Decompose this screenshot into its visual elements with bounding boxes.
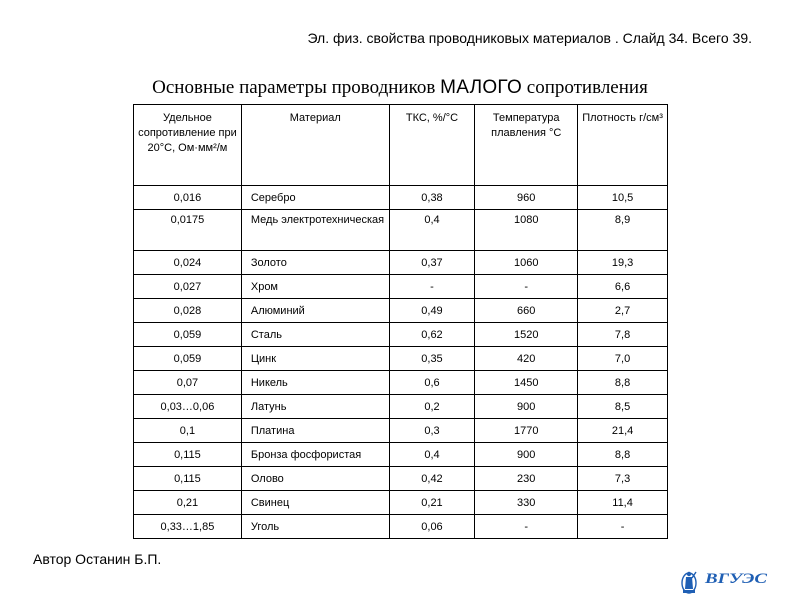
table-header-row [134,105,668,186]
cell-tcr: 0,35 [389,347,475,371]
cell-tcr: 0,38 [389,186,475,210]
cell-tcr: 0,21 [389,491,475,515]
svg-text:ВГУЭС: ВГУЭС [703,571,769,587]
cell-resistivity: 0,07 [134,371,242,395]
table-row [134,443,668,467]
cell-density: 8,8 [578,371,668,395]
cell-melting-point: 1060 [475,251,578,275]
cell-material: Сталь [241,323,389,347]
cell-resistivity: 0,059 [134,347,242,371]
cell-density: 8,5 [578,395,668,419]
cell-tcr: 0,3 [389,419,475,443]
cell-resistivity: 0,03…0,06 [134,395,242,419]
cell-tcr: 0,06 [389,515,475,539]
cell-density: 8,8 [578,443,668,467]
cell-melting-point: 960 [475,186,578,210]
cell-melting-point: 1770 [475,419,578,443]
statue-icon [682,572,696,593]
cell-resistivity: 0,024 [134,251,242,275]
table-row [134,491,668,515]
author-credit: Автор Останин Б.П. [33,551,162,567]
column-header-resistivity: Удельное сопротивление при 20°С, Ом·мм²/м [134,105,242,186]
cell-resistivity: 0,115 [134,467,242,491]
cell-melting-point: 420 [475,347,578,371]
table-row [134,515,668,539]
cell-material: Серебро [241,186,389,210]
cell-resistivity: 0,21 [134,491,242,515]
cell-resistivity: 0,027 [134,275,242,299]
cell-tcr: 0,49 [389,299,475,323]
cell-melting-point: 330 [475,491,578,515]
logo-wordmark [704,571,768,587]
cell-material: Медь электротехническая [241,210,389,251]
cell-material: Уголь [241,515,389,539]
cell-tcr: 0,6 [389,371,475,395]
cell-tcr: 0,2 [389,395,475,419]
cell-tcr: - [389,275,475,299]
cell-resistivity: 0,115 [134,443,242,467]
slide-title [0,77,800,99]
cell-resistivity: 0,016 [134,186,242,210]
cell-density: 21,4 [578,419,668,443]
cell-resistivity: 0,0175 [134,210,242,251]
cell-tcr: 0,4 [389,210,475,251]
cell-melting-point: 660 [475,299,578,323]
table-row [134,186,668,210]
cell-density: - [578,515,668,539]
cell-material: Олово [241,467,389,491]
cell-density: 8,9 [578,210,668,251]
cell-material: Никель [241,371,389,395]
cell-material: Алюминий [241,299,389,323]
cell-tcr: 0,4 [389,443,475,467]
slide-header: Эл. физ. свойства проводниковых материалов . Слайд 34. Всего 39. [307,30,752,46]
table-row [134,323,668,347]
column-header-melting-point: Температура плавления °С [475,105,578,186]
cell-material: Цинк [241,347,389,371]
table-row [134,371,668,395]
table-row [134,251,668,275]
table-row [134,347,668,371]
cell-melting-point: 1080 [475,210,578,251]
cell-resistivity: 0,028 [134,299,242,323]
cell-melting-point: 1450 [475,371,578,395]
table-row [134,275,668,299]
conductor-parameters-table [133,104,668,539]
cell-melting-point: 230 [475,467,578,491]
cell-density: 7,3 [578,467,668,491]
cell-material: Бронза фосфористая [241,443,389,467]
column-header-density: Плотность г/см³ [578,105,668,186]
table-row [134,467,668,491]
cell-melting-point: 1520 [475,323,578,347]
cell-tcr: 0,62 [389,323,475,347]
table-body [134,186,668,539]
cell-material: Свинец [241,491,389,515]
cell-density: 7,8 [578,323,668,347]
cell-density: 2,7 [578,299,668,323]
table-row [134,419,668,443]
column-header-tcr: ТКС, %/°С [389,105,475,186]
cell-material: Платина [241,419,389,443]
cell-material: Хром [241,275,389,299]
cell-melting-point: - [475,275,578,299]
table-row [134,299,668,323]
cell-melting-point: 900 [475,395,578,419]
cell-melting-point: - [475,515,578,539]
column-header-material: Материал [241,105,389,186]
cell-material: Латунь [241,395,389,419]
title-main: Основные параметры проводников [152,77,441,98]
cell-density: 6,6 [578,275,668,299]
cell-density: 10,5 [578,186,668,210]
cell-melting-point: 900 [475,443,578,467]
cell-resistivity: 0,059 [134,323,242,347]
cell-resistivity: 0,1 [134,419,242,443]
cell-density: 11,4 [578,491,668,515]
table-row [134,210,668,251]
cell-material: Золото [241,251,389,275]
title-caps: МАЛОГО [440,77,523,98]
cell-tcr: 0,37 [389,251,475,275]
cell-resistivity: 0,33…1,85 [134,515,242,539]
cell-density: 7,0 [578,347,668,371]
university-logo [678,556,778,596]
table-row [134,395,668,419]
cell-tcr: 0,42 [389,467,475,491]
cell-density: 19,3 [578,251,668,275]
title-rest: сопротивления [522,77,648,98]
